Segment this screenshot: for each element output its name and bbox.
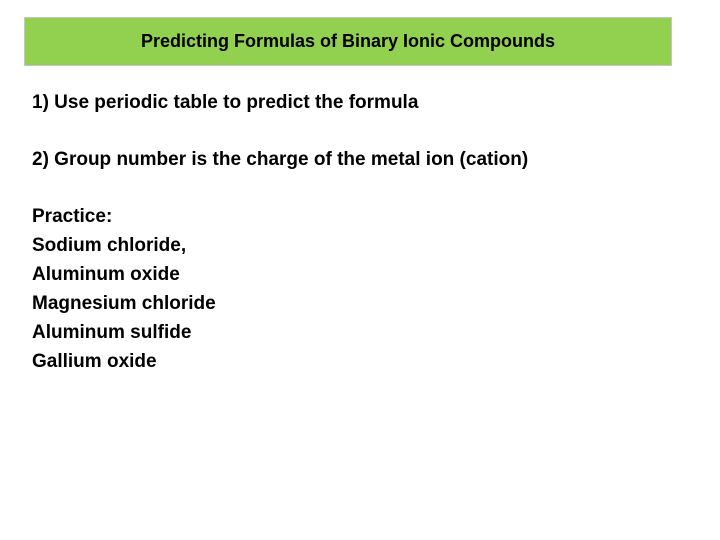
point-1: 1) Use periodic table to predict the formula — [32, 92, 419, 113]
practice-item-aluminum-oxide: Aluminum oxide — [32, 264, 180, 285]
practice-item-gallium-oxide: Gallium oxide — [32, 351, 157, 372]
practice-item-aluminum-sulfide: Aluminum sulfide — [32, 322, 192, 343]
practice-list — [32, 202, 216, 376]
point-2: 2) Group number is the charge of the metal ion (cation) — [32, 149, 529, 170]
slide-title: Predicting Formulas of Binary Ionic Compounds — [140, 31, 556, 51]
practice-item-sodium-chloride: Sodium chloride, — [32, 235, 187, 256]
title-bar — [24, 17, 672, 66]
practice-item-magnesium-chloride: Magnesium chloride — [32, 293, 216, 314]
practice-heading: Practice: — [32, 206, 113, 227]
